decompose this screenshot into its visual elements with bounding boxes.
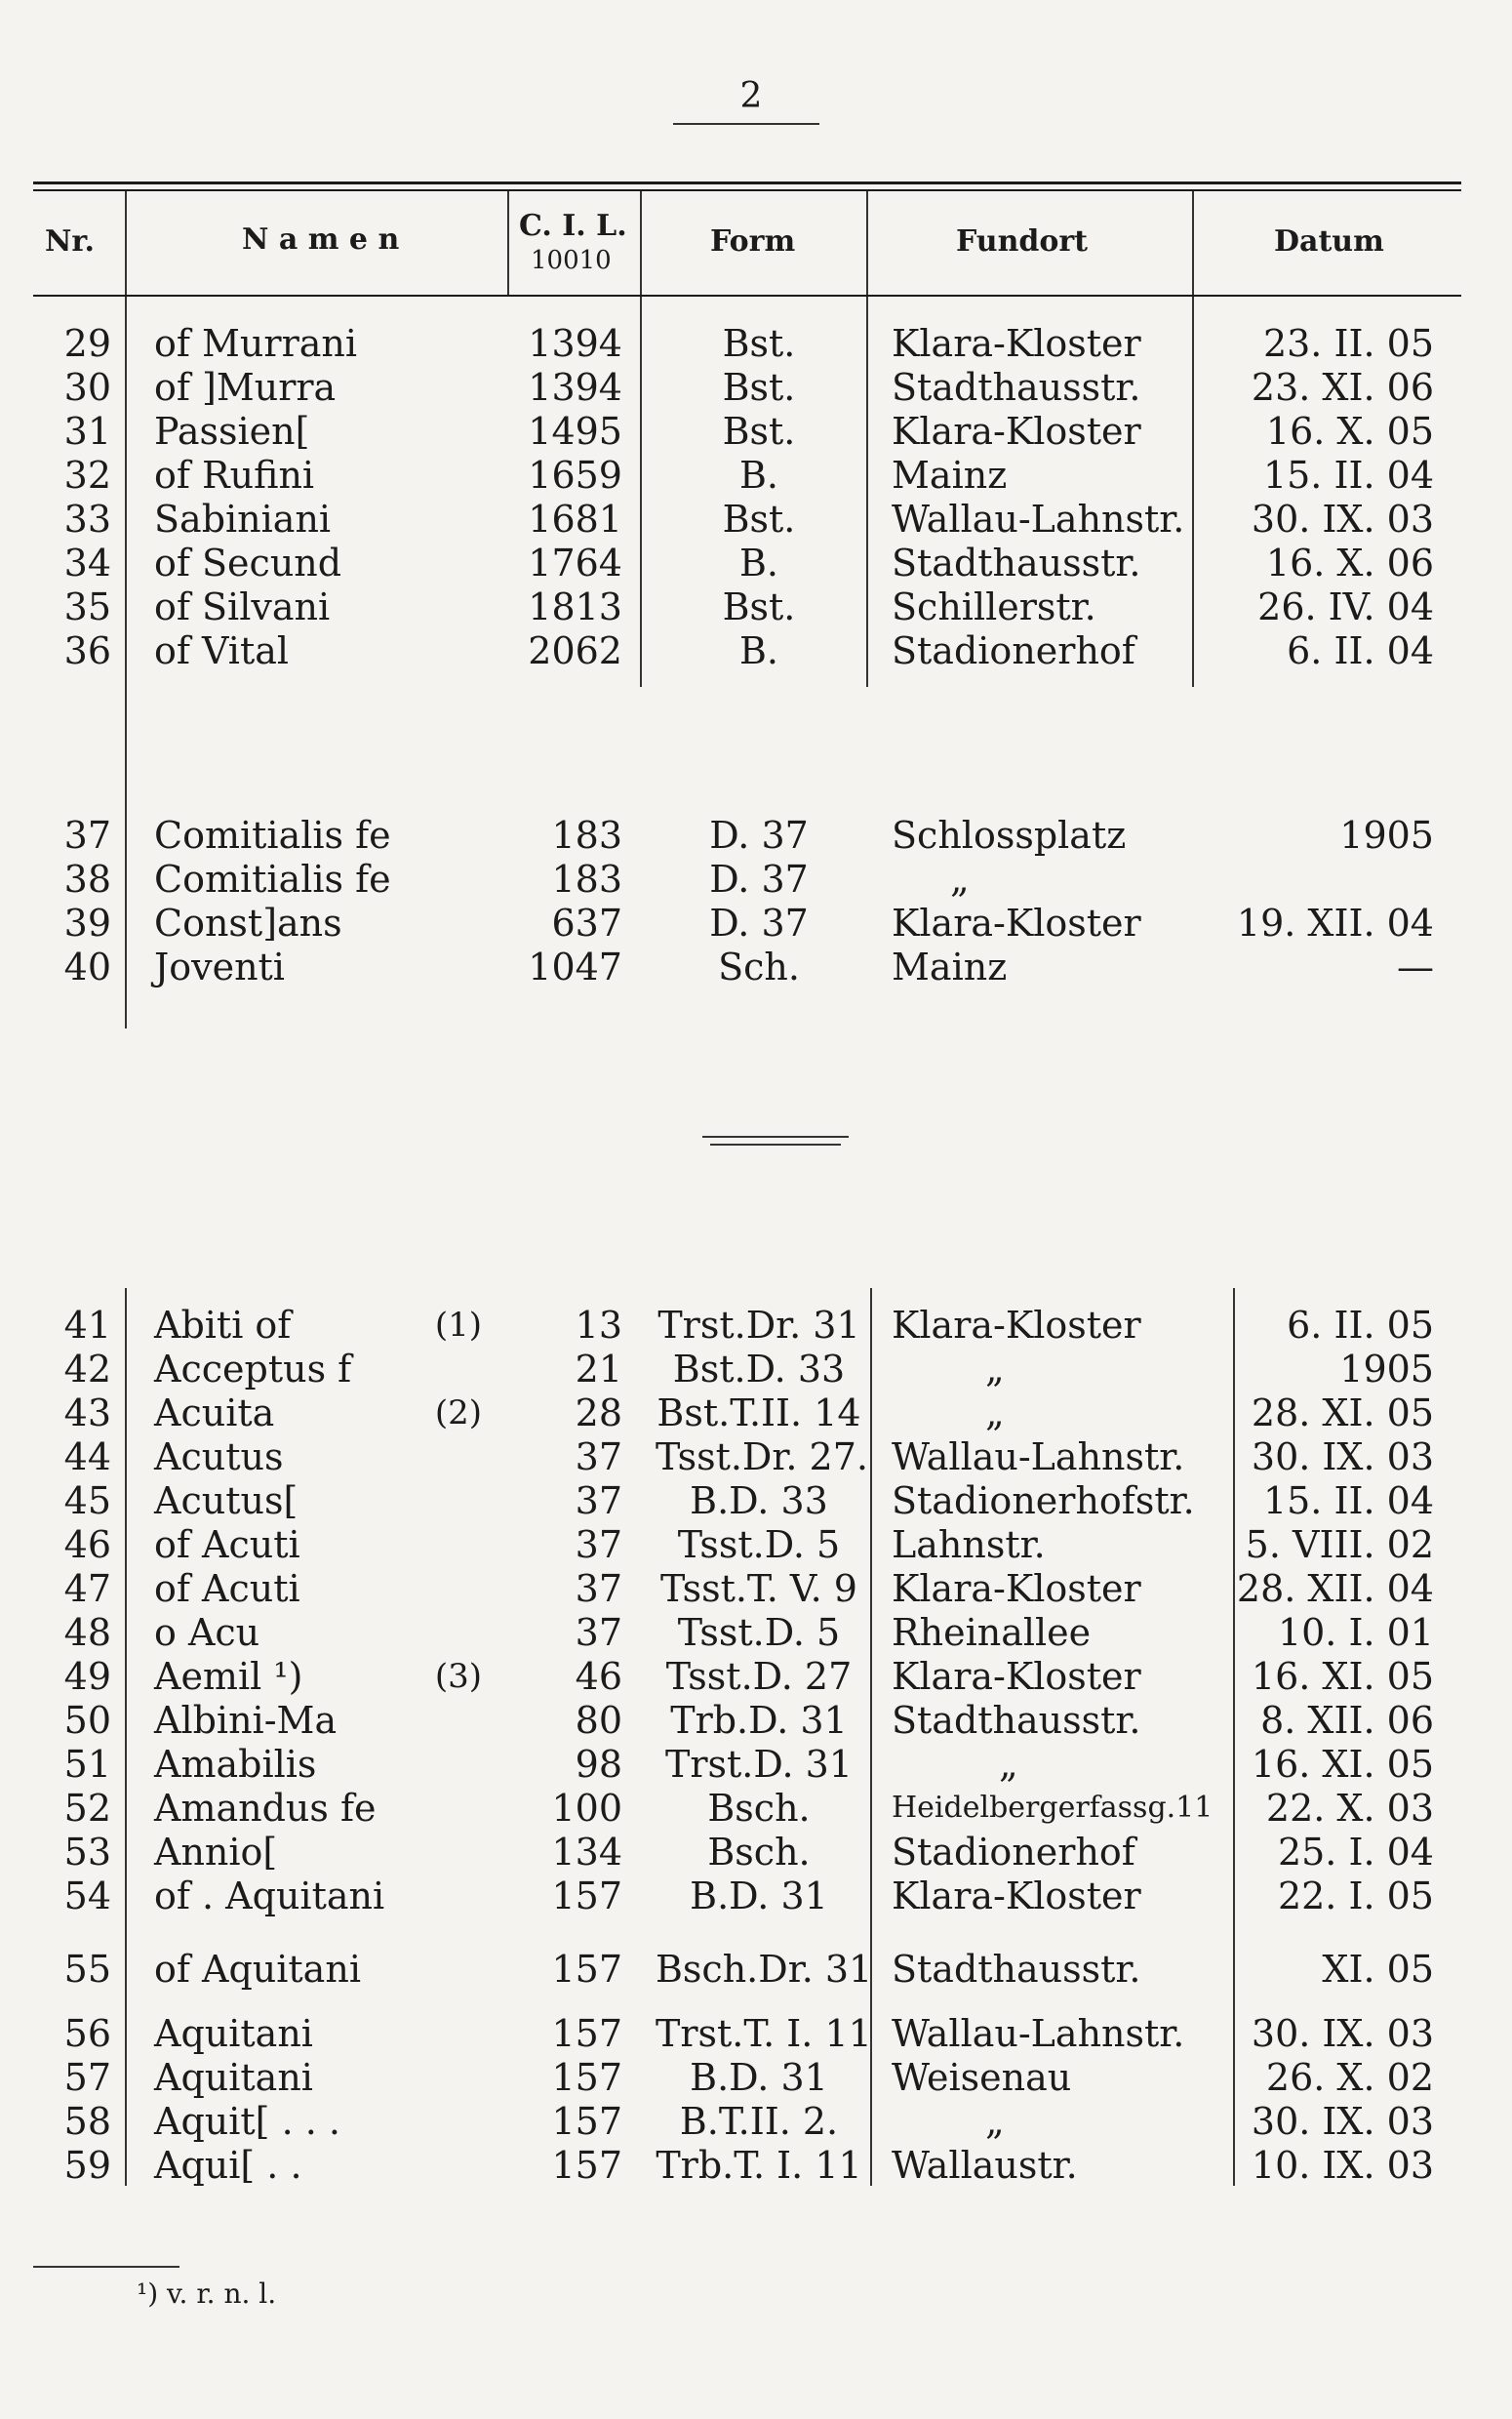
row-cil: 157 xyxy=(551,2144,622,2187)
row-nr: 38 xyxy=(63,858,111,901)
table-row xyxy=(0,2100,1512,2143)
row-cil: 37 xyxy=(575,1435,622,1478)
row-form: B. xyxy=(738,454,778,497)
divider-cil xyxy=(640,191,642,295)
row-form: B.D. 31 xyxy=(690,1875,828,1917)
table-row xyxy=(0,2056,1512,2099)
row-datum: 23. XI. 06 xyxy=(1251,366,1434,409)
row-note: (1) xyxy=(434,1306,483,1345)
row-nr: 53 xyxy=(63,1831,111,1874)
header-cil-bottom: 10010 xyxy=(531,246,612,275)
row-nr: 44 xyxy=(63,1435,111,1478)
table-row xyxy=(0,2012,1512,2055)
row-fundort: Klara-Kloster xyxy=(892,410,1141,453)
table-row xyxy=(0,1523,1512,1566)
row-fundort: Stadthausstr. xyxy=(892,366,1141,409)
table-row xyxy=(0,1479,1512,1522)
row-cil: 157 xyxy=(551,2100,622,2143)
divider-form xyxy=(866,191,868,295)
row-cil: 37 xyxy=(575,1567,622,1610)
row-datum: 30. IX. 03 xyxy=(1251,2100,1434,2143)
header-form: Form xyxy=(710,224,796,259)
table-row xyxy=(0,585,1512,628)
row-datum: — xyxy=(1397,946,1434,988)
row-name: Aquitani xyxy=(154,2056,313,2099)
row-fundort: Weisenau xyxy=(892,2056,1072,2099)
table-row xyxy=(0,1391,1512,1434)
row-form: Tsst.D. 27 xyxy=(665,1655,853,1698)
row-form: D. 37 xyxy=(709,858,809,901)
table-row xyxy=(0,1435,1512,1478)
page-number: 2 xyxy=(739,76,763,116)
row-name: of Acuti xyxy=(154,1523,300,1566)
row-name: Sabiniani xyxy=(154,498,332,541)
row-form: Bst. xyxy=(722,410,796,453)
header-cil-top: C. I. L. xyxy=(519,209,627,243)
table-row xyxy=(0,902,1512,945)
row-name: of Secund xyxy=(154,542,342,585)
row-name: Acuita xyxy=(154,1391,275,1434)
row-form: Trst.D. 31 xyxy=(665,1743,853,1786)
row-datum: 28. XII. 04 xyxy=(1236,1567,1434,1610)
row-form: Tsst.T. V. 9 xyxy=(660,1567,857,1610)
row-fundort: Stadthausstr. xyxy=(892,1948,1141,1991)
row-nr: 55 xyxy=(63,1948,111,1991)
row-datum: 28. XI. 05 xyxy=(1251,1391,1434,1434)
row-cil: 1047 xyxy=(528,946,622,988)
row-nr: 50 xyxy=(63,1699,111,1742)
row-fundort: Heidelbergerfassg.11 xyxy=(892,1791,1214,1825)
row-form: Sch. xyxy=(718,946,800,988)
row-nr: 43 xyxy=(63,1391,111,1434)
table-row xyxy=(0,1699,1512,1742)
row-datum: 1905 xyxy=(1339,814,1434,857)
row-form: Trb.T. I. 11 xyxy=(656,2144,862,2187)
table-row xyxy=(0,1304,1512,1347)
row-datum: 16. XI. 05 xyxy=(1251,1655,1434,1698)
row-fundort: Wallaustr. xyxy=(892,2144,1078,2187)
row-nr: 42 xyxy=(63,1348,111,1391)
section-divider-bottom xyxy=(710,1144,841,1146)
row-form: Bst.T.II. 14 xyxy=(657,1391,861,1434)
row-nr: 54 xyxy=(63,1875,111,1917)
row-datum: 30. IX. 03 xyxy=(1251,498,1434,541)
table-row xyxy=(0,1567,1512,1610)
row-datum: 16. XI. 05 xyxy=(1251,1743,1434,1786)
table-row xyxy=(0,1875,1512,1917)
row-name: Aqui[ . . xyxy=(154,2144,302,2187)
row-name: Abiti of xyxy=(154,1304,292,1347)
row-nr: 31 xyxy=(63,410,111,453)
row-datum: 26. X. 02 xyxy=(1265,2056,1434,2099)
row-nr: 30 xyxy=(63,366,111,409)
row-name: Const]ans xyxy=(154,902,342,945)
row-name: Comitialis fe xyxy=(154,858,391,901)
row-form: Bsch.Dr. 31 xyxy=(656,1948,873,1991)
table-row xyxy=(0,454,1512,497)
row-datum: 10. IX. 03 xyxy=(1251,2144,1434,2187)
page-number-rule xyxy=(673,123,819,125)
row-cil: 28 xyxy=(575,1391,622,1434)
row-datum: 15. II. 04 xyxy=(1262,454,1434,497)
row-cil: 1681 xyxy=(528,498,622,541)
row-fundort: „ xyxy=(985,1391,1005,1434)
row-form: Trb.D. 31 xyxy=(670,1699,848,1742)
row-datum: 16. X. 05 xyxy=(1265,410,1434,453)
row-cil: 157 xyxy=(551,2012,622,2055)
row-datum: 22. I. 05 xyxy=(1277,1875,1434,1917)
row-datum: 25. I. 04 xyxy=(1277,1831,1434,1874)
row-name: Acceptus f xyxy=(154,1348,352,1391)
divider-namen xyxy=(507,191,509,295)
row-cil: 1659 xyxy=(528,454,622,497)
row-nr: 35 xyxy=(63,585,111,628)
row-name: Aquit[ . . . xyxy=(154,2100,340,2143)
row-cil: 1495 xyxy=(528,410,622,453)
row-nr: 37 xyxy=(63,814,111,857)
table-row xyxy=(0,1787,1512,1830)
row-datum: XI. 05 xyxy=(1322,1948,1434,1991)
table-row xyxy=(0,366,1512,409)
table-row xyxy=(0,814,1512,857)
row-form: Bst. xyxy=(722,322,796,365)
row-name: of Acuti xyxy=(154,1567,300,1610)
row-name: Aemil ¹) xyxy=(154,1655,303,1698)
row-name: of Aquitani xyxy=(154,1948,361,1991)
row-form: Tsst.Dr. 27. xyxy=(656,1435,868,1478)
row-form: Bsch. xyxy=(707,1831,811,1874)
row-name: Passien[ xyxy=(154,410,310,453)
row-fundort: „ xyxy=(950,858,970,901)
row-cil: 21 xyxy=(575,1348,622,1391)
row-fundort: Klara-Kloster xyxy=(892,1567,1141,1610)
row-fundort: Stadionerhof xyxy=(892,1831,1135,1874)
table-row xyxy=(0,1348,1512,1391)
row-cil: 13 xyxy=(575,1304,622,1347)
row-cil: 37 xyxy=(575,1523,622,1566)
row-cil: 1394 xyxy=(528,366,622,409)
row-cil: 157 xyxy=(551,1875,622,1917)
row-form: Tsst.D. 5 xyxy=(677,1611,841,1654)
row-datum: 15. II. 04 xyxy=(1262,1479,1434,1522)
row-datum: 6. II. 05 xyxy=(1287,1304,1434,1347)
table-row xyxy=(0,1611,1512,1654)
row-name: Comitialis fe xyxy=(154,814,391,857)
row-cil: 157 xyxy=(551,2056,622,2099)
row-name: of . Aquitani xyxy=(154,1875,385,1917)
row-name: o Acu xyxy=(154,1611,260,1654)
row-cil: 80 xyxy=(575,1699,622,1742)
row-form: Bst. xyxy=(722,498,796,541)
row-fundort: Mainz xyxy=(892,454,1008,497)
table-top-rule xyxy=(33,181,1461,184)
row-cil: 183 xyxy=(551,814,622,857)
row-fundort: Stadthausstr. xyxy=(892,1699,1141,1742)
row-datum: 19. XII. 04 xyxy=(1236,902,1434,945)
table-row xyxy=(0,1948,1512,1991)
row-fundort: Klara-Kloster xyxy=(892,1875,1141,1917)
row-form: Trst.T. I. 11 xyxy=(656,2012,872,2055)
header-datum: Datum xyxy=(1274,224,1384,259)
row-fundort: Stadionerhofstr. xyxy=(892,1479,1195,1522)
row-datum: 10. I. 01 xyxy=(1277,1611,1434,1654)
row-fundort: Klara-Kloster xyxy=(892,902,1141,945)
row-nr: 34 xyxy=(63,542,111,585)
table-row xyxy=(0,542,1512,585)
row-cil: 637 xyxy=(551,902,622,945)
row-fundort: Lahnstr. xyxy=(892,1523,1046,1566)
row-datum: 16. X. 06 xyxy=(1265,542,1434,585)
row-datum: 30. IX. 03 xyxy=(1251,2012,1434,2055)
row-nr: 47 xyxy=(63,1567,111,1610)
row-name: Amandus fe xyxy=(154,1787,377,1830)
row-note: (3) xyxy=(434,1657,483,1696)
row-nr: 49 xyxy=(63,1655,111,1698)
row-name: Aquitani xyxy=(154,2012,313,2055)
row-datum: 8. XII. 06 xyxy=(1260,1699,1434,1742)
row-note: (2) xyxy=(434,1393,483,1432)
row-nr: 41 xyxy=(63,1304,111,1347)
row-nr: 39 xyxy=(63,902,111,945)
row-form: Bsch. xyxy=(707,1787,811,1830)
row-fundort: Schillerstr. xyxy=(892,585,1096,628)
row-fundort: Stadthausstr. xyxy=(892,542,1141,585)
header-fundort: Fundort xyxy=(956,224,1089,259)
row-nr: 40 xyxy=(63,946,111,988)
row-datum: 5. VIII. 02 xyxy=(1245,1523,1434,1566)
row-form: D. 37 xyxy=(709,814,809,857)
row-fundort: „ xyxy=(985,2100,1005,2143)
row-cil: 37 xyxy=(575,1611,622,1654)
row-cil: 134 xyxy=(551,1831,622,1874)
row-fundort: Stadionerhof xyxy=(892,629,1135,672)
row-nr: 45 xyxy=(63,1479,111,1522)
row-fundort: Wallau-Lahnstr. xyxy=(892,498,1185,541)
table-row xyxy=(0,410,1512,453)
row-nr: 36 xyxy=(63,629,111,672)
row-datum: 30. IX. 03 xyxy=(1251,1435,1434,1478)
row-name: of Murrani xyxy=(154,322,358,365)
row-fundort: Mainz xyxy=(892,946,1008,988)
row-form: B.T.II. 2. xyxy=(679,2100,839,2143)
row-datum: 23. II. 05 xyxy=(1262,322,1434,365)
row-form: Trst.Dr. 31 xyxy=(657,1304,860,1347)
footnote: ¹) v. r. n. l. xyxy=(137,2278,277,2310)
row-nr: 52 xyxy=(63,1787,111,1830)
table-row xyxy=(0,498,1512,541)
row-form: Bst. xyxy=(722,585,796,628)
row-fundort: „ xyxy=(999,1743,1018,1786)
row-fundort: Rheinallee xyxy=(892,1611,1092,1654)
divider-fundort xyxy=(1192,191,1194,295)
table-row xyxy=(0,322,1512,365)
row-cil: 157 xyxy=(551,1948,622,1991)
row-nr: 46 xyxy=(63,1523,111,1566)
row-name: of Rufini xyxy=(154,454,315,497)
row-fundort: Klara-Kloster xyxy=(892,1304,1141,1347)
section-divider-top xyxy=(702,1136,849,1138)
row-form: B.D. 31 xyxy=(690,2056,828,2099)
divider-nr xyxy=(125,191,127,295)
row-fundort: Klara-Kloster xyxy=(892,1655,1141,1698)
header-nr: Nr. xyxy=(45,224,95,259)
row-cil: 46 xyxy=(575,1655,622,1698)
row-name: Joventi xyxy=(154,946,285,988)
row-nr: 32 xyxy=(63,454,111,497)
row-cil: 1813 xyxy=(528,585,622,628)
row-nr: 29 xyxy=(63,322,111,365)
row-name: Acutus xyxy=(154,1435,284,1478)
row-form: B.D. 33 xyxy=(690,1479,828,1522)
row-datum: 6. II. 04 xyxy=(1287,629,1434,672)
row-cil: 1764 xyxy=(528,542,622,585)
row-fundort: „ xyxy=(985,1348,1005,1391)
row-nr: 58 xyxy=(63,2100,111,2143)
row-form: Tsst.D. 5 xyxy=(677,1523,841,1566)
table-row xyxy=(0,1831,1512,1874)
row-form: B. xyxy=(738,629,778,672)
row-name: Amabilis xyxy=(154,1743,317,1786)
row-fundort: Wallau-Lahnstr. xyxy=(892,1435,1185,1478)
row-form: B. xyxy=(738,542,778,585)
table-row xyxy=(0,946,1512,988)
table-row xyxy=(0,2144,1512,2187)
row-name: Annio[ xyxy=(154,1831,278,1874)
row-fundort: Wallau-Lahnstr. xyxy=(892,2012,1185,2055)
row-nr: 51 xyxy=(63,1743,111,1786)
row-name: of Vital xyxy=(154,629,290,672)
footnote-rule xyxy=(33,2266,179,2268)
row-cil: 100 xyxy=(551,1787,622,1830)
row-datum: 26. IV. 04 xyxy=(1257,585,1434,628)
row-cil: 1394 xyxy=(528,322,622,365)
row-datum: 22. X. 03 xyxy=(1265,1787,1434,1830)
row-cil: 183 xyxy=(551,858,622,901)
row-form: Bst.D. 33 xyxy=(672,1348,846,1391)
row-nr: 57 xyxy=(63,2056,111,2099)
row-nr: 56 xyxy=(63,2012,111,2055)
table-row xyxy=(0,858,1512,901)
row-name: of Silvani xyxy=(154,585,331,628)
table-header-rule xyxy=(33,295,1461,297)
row-name: of ]Murra xyxy=(154,366,337,409)
row-name: Acutus[ xyxy=(154,1479,298,1522)
table-top-rule-inner xyxy=(33,189,1461,191)
row-datum: 1905 xyxy=(1339,1348,1434,1391)
table-row xyxy=(0,1743,1512,1786)
row-form: D. 37 xyxy=(709,902,809,945)
row-fundort: Klara-Kloster xyxy=(892,322,1141,365)
row-cil: 2062 xyxy=(528,629,622,672)
table-row xyxy=(0,629,1512,672)
row-nr: 59 xyxy=(63,2144,111,2187)
header-namen: N a m e n xyxy=(242,222,400,257)
row-cil: 98 xyxy=(575,1743,622,1786)
row-nr: 48 xyxy=(63,1611,111,1654)
row-form: Bst. xyxy=(722,366,796,409)
row-nr: 33 xyxy=(63,498,111,541)
row-fundort: Schlossplatz xyxy=(892,814,1127,857)
table-row xyxy=(0,1655,1512,1698)
row-cil: 37 xyxy=(575,1479,622,1522)
row-name: Albini-Ma xyxy=(154,1699,338,1742)
